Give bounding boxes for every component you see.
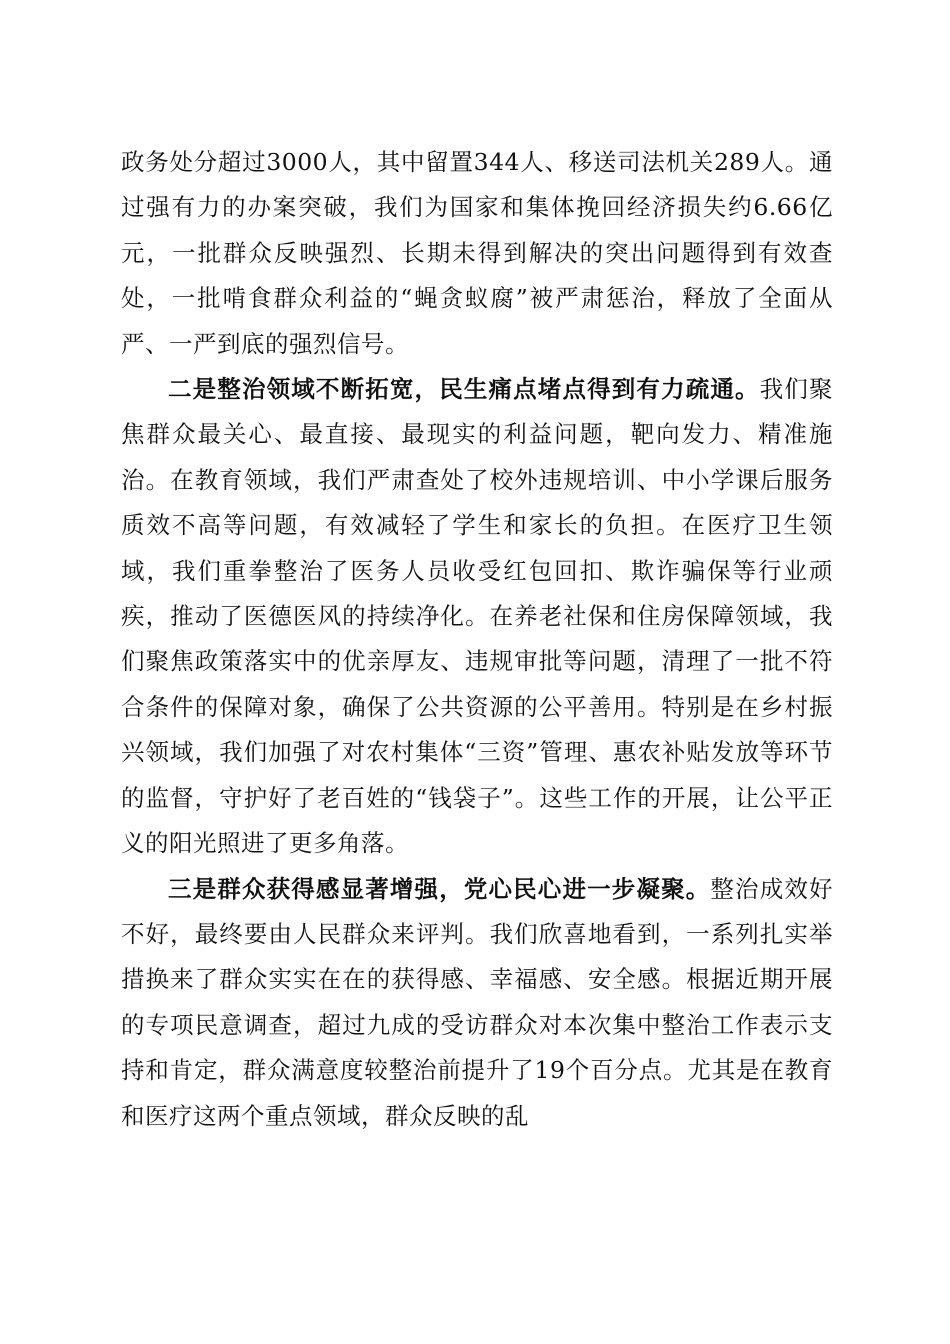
paragraph-3-lead: 三是群众获得感显著增强，党心民心进一步凝聚。 [168,874,711,903]
paragraph-1-text: 政务处分超过3000人，其中留置344人、移送司法机关289人。通过强有力的办案突破，我们为国家和集体挽回经济损失约6.66亿元，一批群众反映强烈、长期未得到解决的突出问题得到有效查处，一批啃食群众利益的“蝇贪蚁腐”被严肃惩治，释放了全面从严、一严到底的强烈信号。 [121,148,833,358]
paragraph-1 [121,140,833,367]
paragraph-3 [121,867,833,1139]
paragraph-3-text: 整治成效好不好，最终要由人民群众来评判。我们欣喜地看到，一系列扎实举措换来了群众实实在在的获得感、幸福感、安全感。根据近期开展的专项民意调查，超过九成的受访群众对本次集中整治工作表示支持和肯定，群众满意度较整治前提升了19个百分点。尤其是在教育和医疗这两个重点领域，群众反映的乱 [121,874,834,1130]
document-body [121,140,833,1139]
paragraph-2-text: 我们聚焦群众最关心、最直接、最现实的利益问题，靶向发力、精准施治。在教育领域，我们严肃查处了校外违规培训、中小学课后服务质效不高等问题，有效减轻了学生和家长的负担。在医疗卫生领域，我们重拳整治了医务人员收受红包回扣、欺诈骗保等行业顽疾，推动了医德医风的持续净化。在养老社保和住房保障领域，我们聚焦政策落实中的优亲厚友、违规审批等问题，清理了一批不符合条件的保障对象，确保了公共资源的公平善用。特别是在乡村振兴领域，我们加强了对农村集体“三资”管理、惠农补贴发放等环节的监督，守护好了老百姓的“钱袋子”。这些工作的开展，让公平正义的阳光照进了更多角落。 [121,375,834,858]
paragraph-2-lead: 二是整治领域不断拓宽，民生痛点堵点得到有力疏通。 [168,375,760,404]
paragraph-2 [121,367,833,866]
